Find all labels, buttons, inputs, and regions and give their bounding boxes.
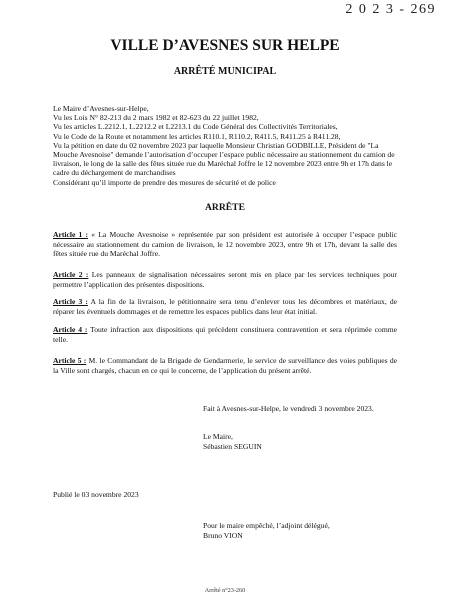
article-1 [53,230,397,259]
article-label: Article 2 : [53,270,89,279]
article-text: Toute infraction aux dispositions qui précèdent constituera contravention et sera réprimée comme telle. [53,325,398,344]
article-label: Article 5 : [53,356,87,365]
preamble-line: Vu les articles L.2212.1, L.2212.2 et L2213.1 du Code Général des Collectivités Territoriales, [53,122,338,132]
article-5 [53,356,397,375]
preamble-line: Considérant qu’il importe de prendre des mesures de sécurité et de police [53,177,276,187]
article-text: M. le Commandant de la Brigade de Gendarmerie, le service de surveillance des voies publiques de la Ville sont chargés, chacun en ce qui le concerne, de l’application du présent arrêté. [53,356,397,375]
article-2 [53,270,397,289]
article-text: Les panneaux de signalisation nécessaires seront mis en place par les services techniques pour permettre l’application des présentes dispositions. [53,270,397,289]
decision-heading: ARRÊTE [205,202,245,213]
preamble-line: Le Maire d’Avesnes-sur-Helpe, [53,104,149,113]
article-text: A la fin de la livraison, le pétitionnaire sera tenu d’enlever tous les décombres et matériaux, de réparer les éventuels dommages et de remettre les espaces publics dans leur état initial. [53,297,397,316]
mayor-name: Sébastien SEGUIN [203,442,262,451]
document-title: VILLE D’AVESNES SUR HELPE [110,37,340,54]
document-reference-number: 2 0 2 3 - 269 [345,2,436,17]
signature-date-line: Fait à Avesnes-sur-Helpe, le vendredi 3 novembre 2023. [203,404,374,413]
preamble-line: Vu la pétition en date du 02 novembre 2023 par laquelle Monsieur Christian GODBILLE, Président de "La Mouche Avesnoise" demande l’autorisation d’occuper l’espace public nécessaire au stationnement du camion de livraison, le long de la salle des fêtes située rue du Maréchal Joffre le 12 novembre 2023 entre 9h et 17h dans le cadre du déchargement de marchandises [53,140,395,178]
preamble-line: Vu le Code de la Route et notamment les articles R110.1, R110.2, R411.5, R411.25 à R411.28, [53,131,341,141]
document-subtitle: ARRÊTÉ MUNICIPAL [173,66,277,77]
deputy-line: Pour le maire empêché, l’adjoint délégué, [203,521,330,530]
article-3 [53,297,397,316]
preamble-line: Vu les Lois N° 82-213 du 2 mars 1982 et 82-623 du 22 juillet 1982, [53,113,259,123]
article-text: « La Mouche Avesnoise » représentée par son président est autorisée à occuper l’espace public nécessaire au stationnement du camion de livraison, le 12 novembre 2023, entre 9h et 17h, devant la salle des fêtes située rue du Maréchal Joffre. [53,230,397,259]
mayor-title: Le Maire, [203,432,233,441]
article-label: Article 4 : [53,325,88,334]
publication-date: Publié le 03 novembre 2023 [53,490,139,499]
article-label: Article 3 : [53,297,88,306]
document-footer: Arrêté n°23-260 [204,587,246,594]
preamble-block [53,104,403,187]
article-label: Article 1 : [53,230,89,239]
article-4 [53,325,397,344]
deputy-name: Bruno VION [203,531,243,540]
